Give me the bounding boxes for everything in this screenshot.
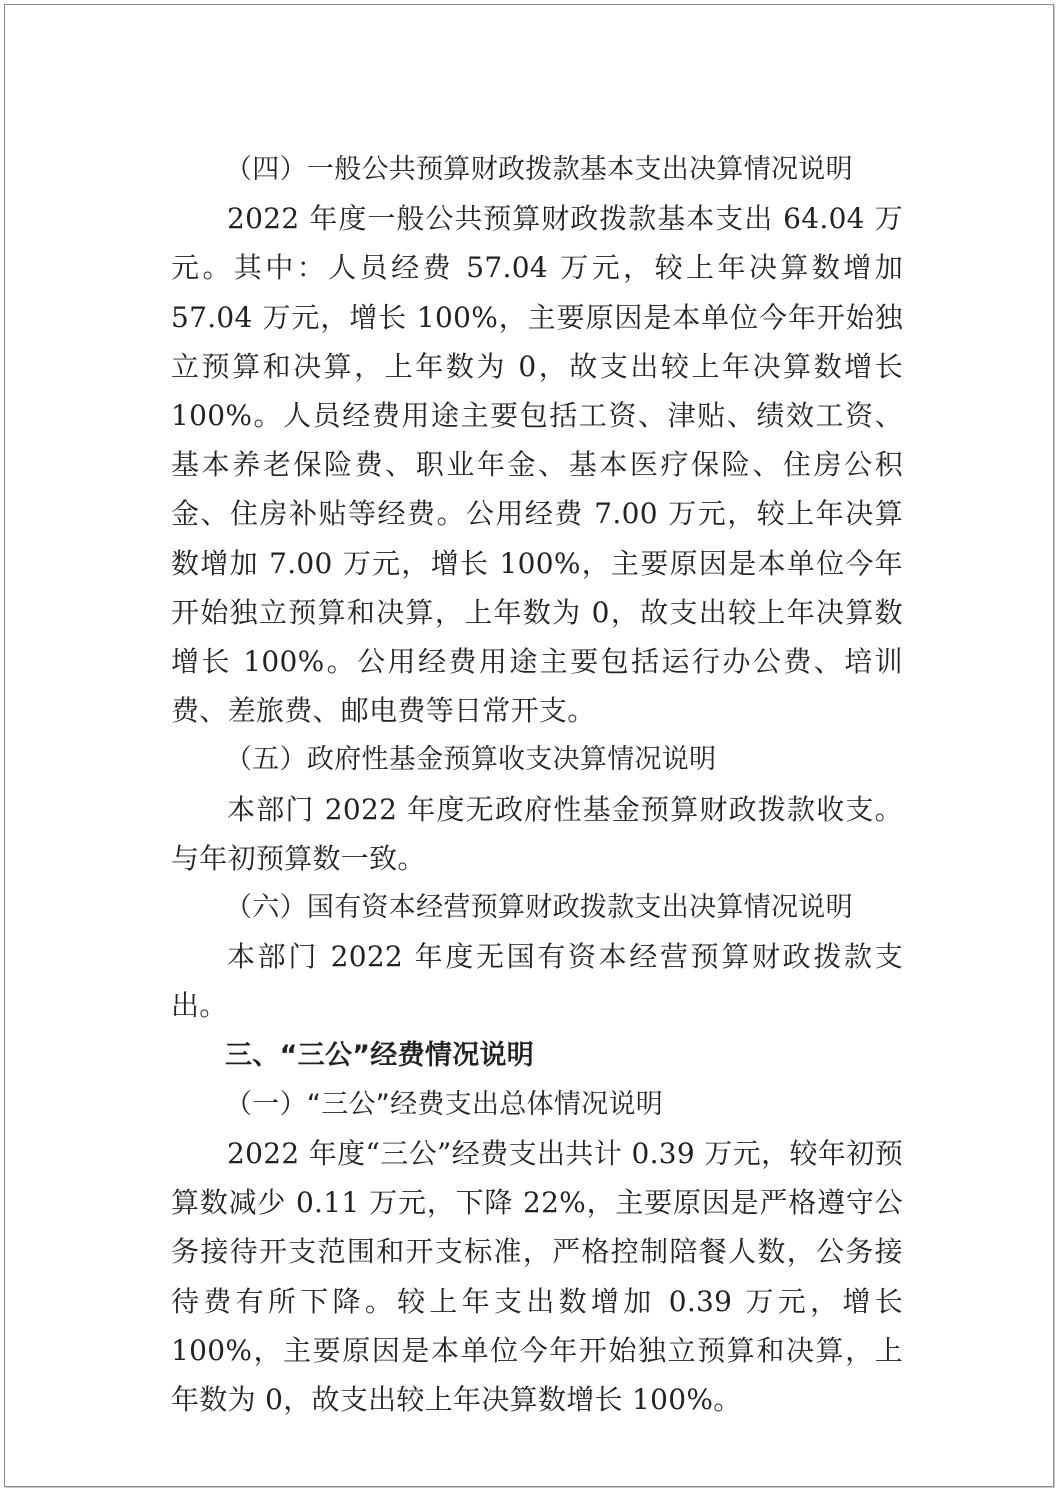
- document-page: [4, 4, 1054, 1487]
- section-heading-6: （六）国有资本经营预算财政拨款支出决算情况说明: [225, 892, 853, 924]
- section-heading-1: （一）“三公”经费支出总体情况说明: [225, 1088, 664, 1120]
- paragraph-government-fund: 本部门 2022 年度无政府性基金预算财政拨款收支。与年初预算数一致。: [171, 792, 903, 875]
- paragraph-three-public-overall: 2022 年度“三公”经费支出共计 0.39 万元，较年初预算数减少 0.11 万元，下降 22%，主要原因是严格遵守公务接待开支范围和开支标准，严格控制陪餐人数，公务接待费有所下降。较上年支出数增加 0.39 万元，增长 100%，主要原因是本单位今年开始独立预算和决算，上年数为 0，故支出较上年决算数增长 100%。: [171, 1137, 903, 1417]
- document-body: [171, 145, 903, 1424]
- section-heading-4: （四）一般公共预算财政拨款基本支出决算情况说明: [225, 154, 853, 185]
- paragraph-basic-expenditure: 2022 年度一般公共预算财政拨款基本支出 64.04 万元。其中：人员经费 57.04 万元，较上年决算数增加 57.04 万元，增长 100%，主要原因是本单位今年开始独立预算和决算，上年数为 0，故支出较上年决算数增长 100%。人员经费用途主要包括工资、津贴、绩效工资、基本养老保险费、职业年金、基本医疗保险、住房公积金、住房补贴等经费。公用经费 7.00 万元，较上年决算数增加 7.00 万元，增长 100%，主要原因是本单位今年开始独立预算和决算，上年数为 0，故支出较上年决算数增长 100%。公用经费用途主要包括运行办公费、培训费、差旅费、邮电费等日常开支。: [171, 202, 903, 728]
- paragraph-state-capital: 本部门 2022 年度无国有资本经营预算财政拨款支出。: [171, 940, 903, 1023]
- chapter-heading-three-public: 三、“三公”经费情况说明: [225, 1039, 535, 1071]
- section-heading-5: （五）政府性基金预算收支决算情况说明: [225, 744, 717, 776]
